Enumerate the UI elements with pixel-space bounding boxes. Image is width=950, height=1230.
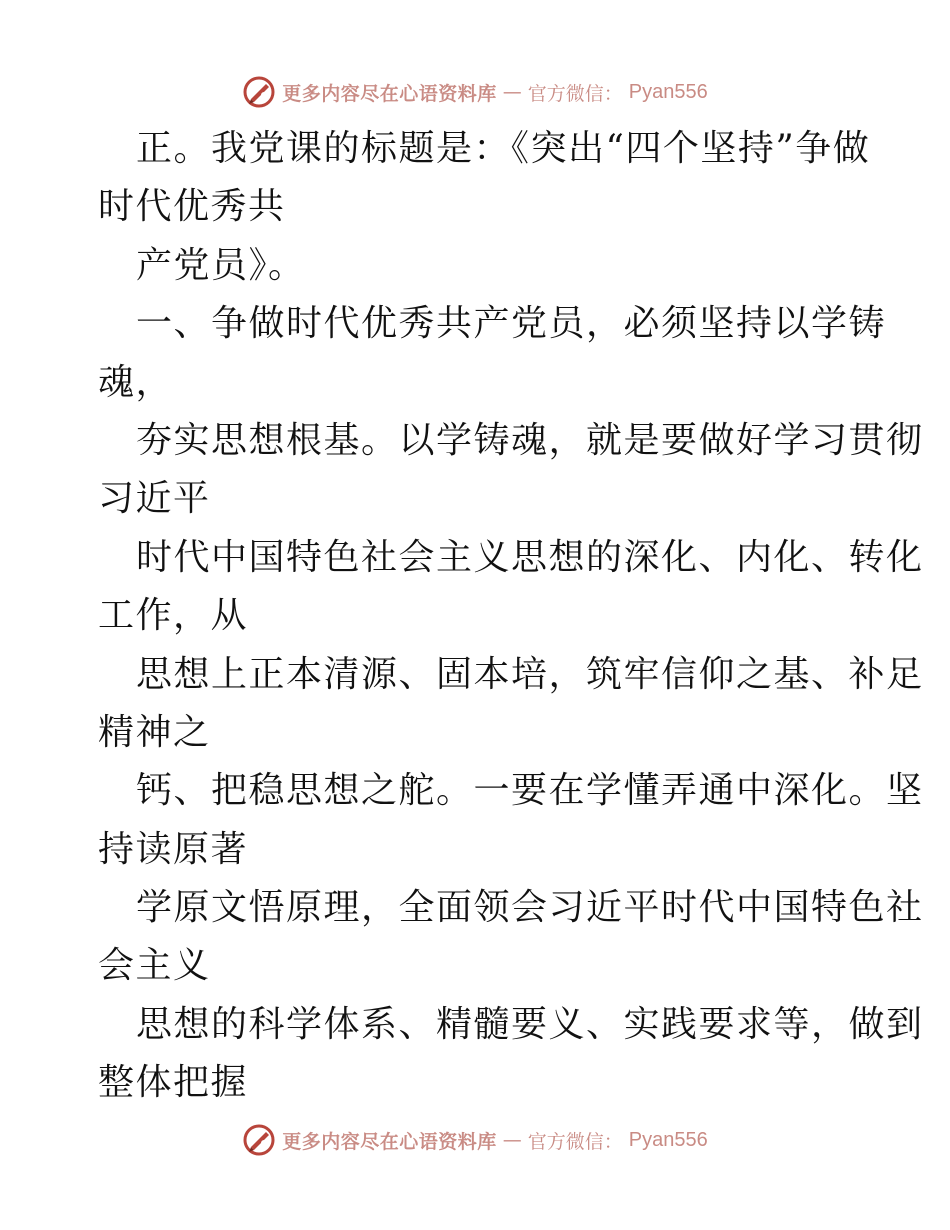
header-banner-label: 官方微信： <box>527 82 623 105</box>
text-line: 习近平 <box>98 478 211 520</box>
text-line: 会主义 <box>98 945 211 987</box>
text-line: 一、争做时代优秀共产党员，必须坚持以学铸 <box>136 303 887 345</box>
text-line: 学原文悟原理，全面领会习近平时代中国特色社 <box>136 887 924 929</box>
text-line: 正。我党课的标题是：《突出“四个坚持”争做 <box>136 128 871 169</box>
text-line: 产党员》。 <box>136 244 306 286</box>
text-line: 思想的科学体系、精髓要义、实践要求等，做到 <box>136 1003 924 1045</box>
pen-logo-icon <box>242 1123 276 1157</box>
text-line: 精神之 <box>98 711 211 753</box>
text-line: 整体把握 <box>98 1062 249 1104</box>
text-line: 时代中国特色社会主义思想的深化、内化、转化 <box>136 536 924 578</box>
text-line: 思想上正本清源、固本培，筑牢信仰之基、补足 <box>136 653 924 695</box>
text-line: 工作，从 <box>98 595 249 637</box>
document-body <box>98 120 924 1113</box>
text-line: 钙、把稳思想之舵。一要在学懂弄通中深化。坚 <box>136 770 924 812</box>
text-line: 魂， <box>98 361 174 403</box>
footer-banner-text: 更多内容尽在心语资料库 <box>282 1130 497 1153</box>
header-banner <box>0 72 950 112</box>
text-line: 时代优秀共 <box>98 186 286 228</box>
footer-banner <box>0 1120 950 1160</box>
footer-banner-label: 官方微信： <box>527 1130 623 1153</box>
header-banner-wechat-id: Pyan556 <box>628 80 708 103</box>
header-banner-text: 更多内容尽在心语资料库 <box>282 82 497 105</box>
footer-banner-wechat-id: Pyan556 <box>628 1128 708 1151</box>
text-line: 夯实思想根基。以学铸魂，就是要做好学习贯彻 <box>136 419 924 461</box>
text-line: 持读原著 <box>98 828 249 870</box>
pen-logo-icon <box>242 75 276 109</box>
footer-banner-separator: — <box>502 1129 522 1151</box>
header-banner-separator: — <box>502 81 522 103</box>
